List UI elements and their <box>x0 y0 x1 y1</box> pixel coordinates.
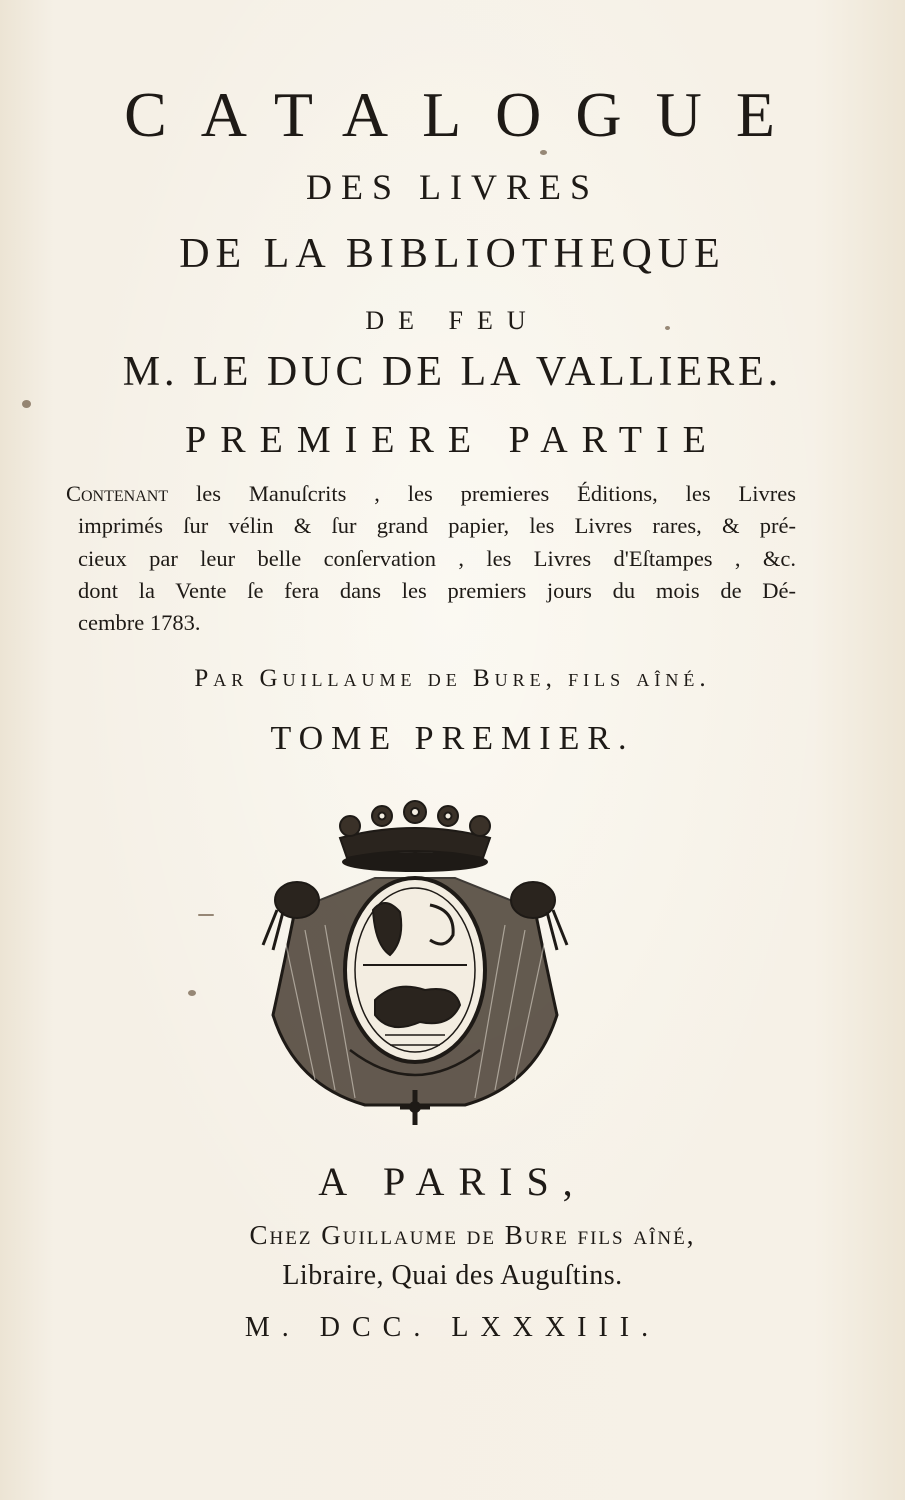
subtitle-bibliotheque: DE LA BIBLIOTHEQUE <box>179 231 726 277</box>
part-heading: PREMIERE PARTIE <box>185 419 720 461</box>
paper-speck <box>665 326 670 330</box>
subtitle-des-livres: DES LIVRES <box>305 167 599 207</box>
description-line: cembre 1783. <box>78 610 201 636</box>
description-line: dont la Vente ſe fera dans les premiers jours du mois de Dé- <box>78 577 796 603</box>
publication-date: M. DCC. LXXXIII. <box>244 1312 661 1343</box>
place-of-publication: A PARIS, <box>318 1159 587 1204</box>
description-line: Contenant les Manuſcrits , les premieres Éditions, les Livres <box>66 481 796 506</box>
imprint-address: Libraire, Quai des Auguſtins. <box>282 1260 623 1291</box>
subtitle-de-feu: DE FEU <box>365 306 540 335</box>
description-line: cieux par leur belle conſervation , les Livres d'Eſtampes , &c. <box>78 545 796 571</box>
imprint-publisher: Chez Guillaume de Bure fils aîné, <box>249 1220 696 1250</box>
description-line: imprimés ſur vélin & ſur grand papier, les Livres rares, & pré- <box>78 513 796 539</box>
author-line: Par Guillaume de Bure, fils aîné. <box>194 665 711 692</box>
coat-of-arms-icon <box>255 800 575 1130</box>
paper-speck <box>22 400 31 408</box>
paper-speck <box>198 914 214 916</box>
description-paragraph <box>66 478 796 639</box>
catalogue-title: CATALOGUE <box>124 79 809 150</box>
volume-heading: TOME PREMIER. <box>270 720 635 757</box>
paper-speck <box>188 990 196 996</box>
paper-speck <box>540 150 547 155</box>
subtitle-duc: M. LE DUC DE LA VALLIERE. <box>122 349 783 395</box>
